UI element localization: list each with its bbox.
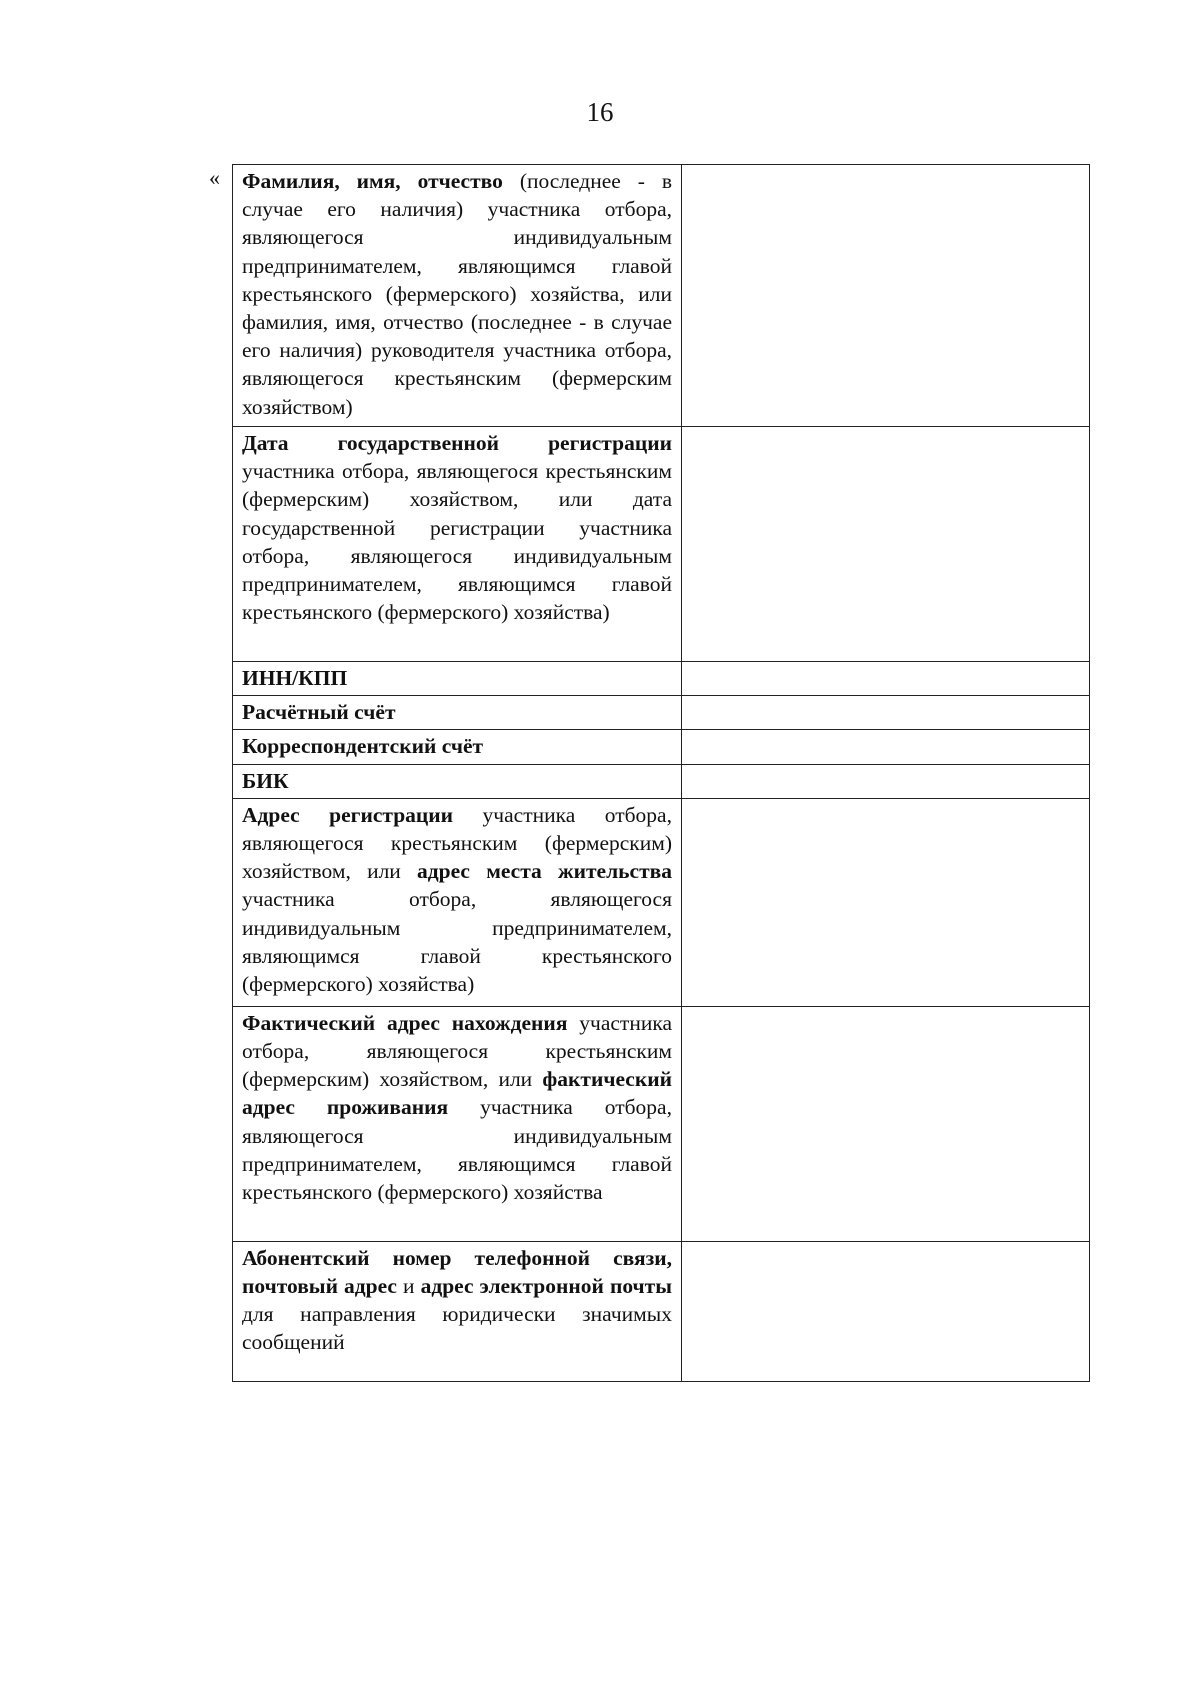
field-value-cell[interactable]	[682, 1241, 1090, 1381]
field-label	[242, 801, 672, 998]
field-label	[242, 767, 672, 795]
field-value-cell[interactable]	[682, 662, 1090, 696]
field-value-cell[interactable]	[682, 764, 1090, 798]
field-label-cell	[233, 427, 682, 662]
field-label	[242, 1244, 672, 1357]
field-label-bold-text: БИК	[242, 768, 289, 793]
field-label-text: участника отбора, являющегося крестьянским (фермерским) хозяйством, или	[242, 1010, 673, 1092]
field-label-text: и	[396, 1274, 421, 1299]
field-label	[242, 429, 672, 626]
field-label	[242, 167, 672, 421]
row-full-name	[233, 165, 1090, 427]
field-value-cell[interactable]	[682, 730, 1090, 764]
row-correspondent-account	[233, 730, 1090, 764]
field-label-text: участника отбора, являющегося индивидуальным предпринимателем, являющимся главой крестьянского (фермерского) хозяйства	[242, 1095, 672, 1205]
row-settlement-account	[233, 696, 1090, 730]
row-registration-date	[233, 427, 1090, 662]
opening-quote-mark: «	[209, 165, 220, 190]
field-label-cell	[233, 1241, 682, 1381]
field-label-bold-text: фактический адрес проживания	[242, 1067, 672, 1120]
field-label-cell	[233, 1006, 682, 1241]
field-label-bold-text: Фамилия, имя, отчество	[242, 169, 503, 193]
field-value-cell[interactable]	[682, 427, 1090, 662]
field-label	[242, 664, 672, 692]
field-label-text: участника отбора, являющегося крестьянским (фермерским) хозяйством, или дата государственной регистрации участника отбора, являющегося индивидуальным предпринимателем, являющимся главой крестьянского (фермерского) хозяйства)	[242, 459, 672, 625]
field-label-bold-text: Дата государственной регистрации	[242, 431, 672, 455]
field-label-cell	[233, 165, 682, 427]
field-label-text: (последнее - в случае его наличия) участника отбора, являющегося индивидуальным предпринимателем, являющимся главой крестьянского (фермерского) хозяйства, или фамилия, имя, отчество (последнее - в случае его наличия) руководителя участника отбора, являющегося крестьянским (фермерским хозяйством)	[242, 169, 672, 419]
field-label	[242, 698, 672, 726]
field-label-bold-text: Адрес регистрации	[242, 802, 454, 827]
row-registration-address	[233, 798, 1090, 1006]
field-label-cell	[233, 764, 682, 798]
row-bik	[233, 764, 1090, 798]
field-label-bold-text: Расчётный счёт	[242, 700, 396, 725]
field-value-cell[interactable]	[682, 1006, 1090, 1241]
row-inn-kpp	[233, 662, 1090, 696]
field-label-cell	[233, 798, 682, 1006]
field-label-bold-text: Корреспондентский счёт	[242, 734, 484, 759]
field-value-cell[interactable]	[682, 696, 1090, 730]
field-label-cell	[233, 696, 682, 730]
field-label	[242, 732, 672, 760]
field-label-bold-text: ИНН/КПП	[242, 666, 348, 690]
field-value-cell[interactable]	[682, 165, 1090, 427]
field-label-text: участника отбора, являющегося крестьянским (фермерским) хозяйством, или	[242, 802, 672, 884]
row-contact-details	[233, 1241, 1090, 1381]
field-value-cell[interactable]	[682, 798, 1090, 1006]
field-label-bold-text: адрес электронной почты	[420, 1274, 672, 1299]
field-label-bold-text: Абонентский номер телефонной связи, почтовый адрес	[242, 1245, 672, 1299]
field-label-text: для направления юридически значимых сообщений	[242, 1302, 672, 1355]
applicant-details-table-body	[233, 165, 1090, 1382]
field-label-bold-text: адрес места жительства	[417, 859, 672, 884]
row-actual-address	[233, 1006, 1090, 1241]
field-label-cell	[233, 730, 682, 764]
field-label-text: участника отбора, являющегося индивидуальным предпринимателем, являющимся главой крестьянского (фермерского) хозяйства)	[242, 887, 672, 997]
field-label-bold-text: Фактический адрес нахождения	[242, 1010, 568, 1035]
field-label	[242, 1009, 672, 1206]
field-label-cell	[233, 662, 682, 696]
page-number: 16	[586, 97, 614, 127]
applicant-details-table	[232, 164, 1090, 1382]
